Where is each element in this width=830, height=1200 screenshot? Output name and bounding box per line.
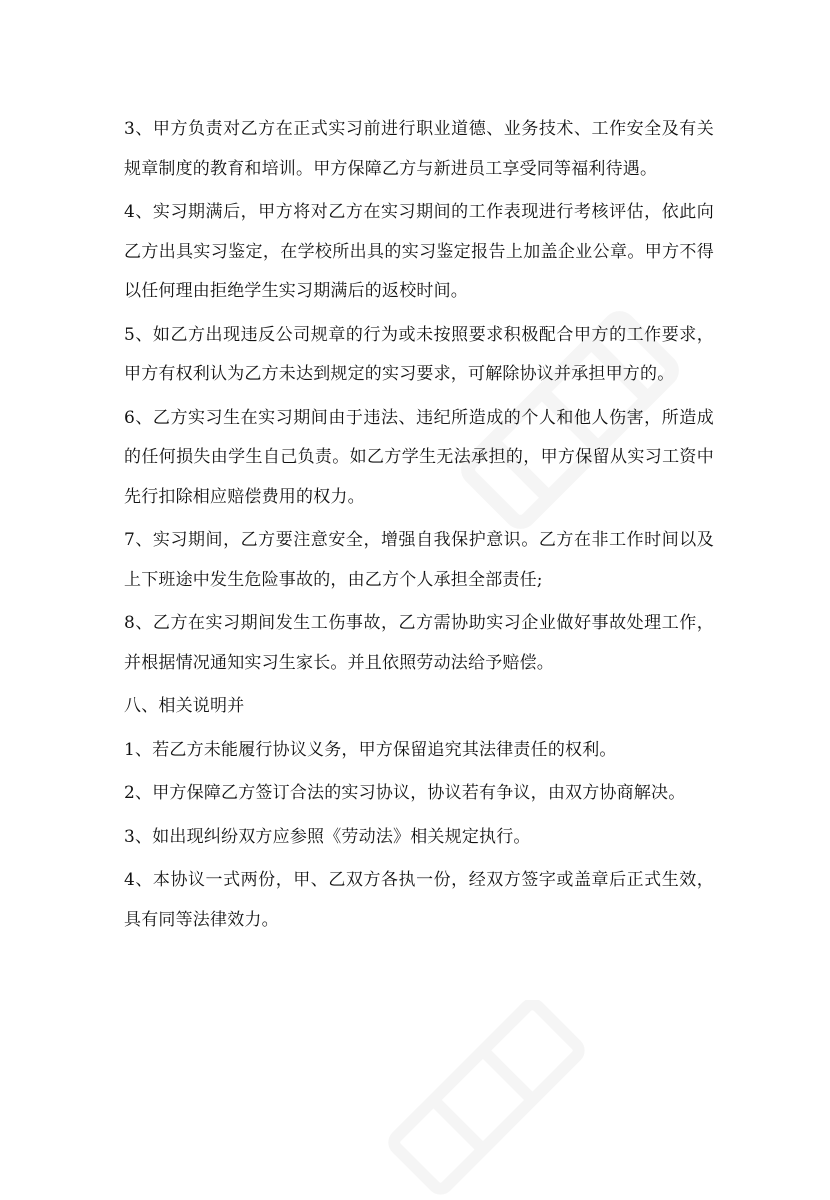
- paragraph-note-2: 2、甲方保障乙方签订合法的实习协议，协议若有争议，由双方协商解决。: [124, 783, 686, 803]
- paragraph-clause-4: 4、实习期满后，甲方将对乙方在实习期间的工作表现进行考核评估，依此向乙方出具实习鉴定，在学校所出具的实习鉴定报告上加盖企业公章。甲方不得以任何理由拒绝学生实习期满后的返校时间。: [124, 202, 714, 301]
- paragraph-note-1: 1、若乙方未能履行协议义务，甲方保留追究其法律责任的权利。: [124, 739, 617, 760]
- section-heading-8: 八、相关说明并: [124, 696, 245, 716]
- paragraph-clause-8: 8、乙方在实习期间发生工伤事故，乙方需协助实习企业做好事故处理工作，并根据情况通知实习生家长。并且依照劳动法给予赔偿。: [124, 613, 714, 673]
- paragraph-clause-5: 5、如乙方出现违反公司规章的行为或未按照要求积极配合甲方的工作要求，甲方有权利认为乙方未达到规定的实习要求，可解除协议并承担甲方的。: [124, 324, 714, 384]
- paragraph-note-4: 4、本协议一式两份，甲、乙双方各执一份，经双方签字或盖章后正式生效，具有同等法律效力。: [124, 870, 714, 930]
- paragraph-clause-7: 7、实习期间，乙方要注意安全，增强自我保护意识。乙方在非工作时间以及上下班途中发生危险事故的，由乙方个人承担全部责任;: [124, 530, 714, 590]
- paragraph-clause-6: 6、乙方实习生在实习期间由于违法、违纪所造成的个人和他人伤害，所造成的任何损失由学生自己负责。如乙方学生无法承担的，甲方保留从实习工资中先行扣除相应赔偿费用的权力。: [124, 407, 714, 507]
- document-body: [124, 110, 714, 944]
- watermark-stamp-bottom: [360, 1000, 620, 1200]
- paragraph-note-3: 3、如出现纠纷双方应参照《劳动法》相关规定执行。: [124, 826, 531, 847]
- paragraph-clause-3: 3、甲方负责对乙方在正式实习前进行职业道德、业务技术、工作安全及有关规章制度的教育和培训。甲方保障乙方与新进员工享受同等福利待遇。: [124, 119, 714, 179]
